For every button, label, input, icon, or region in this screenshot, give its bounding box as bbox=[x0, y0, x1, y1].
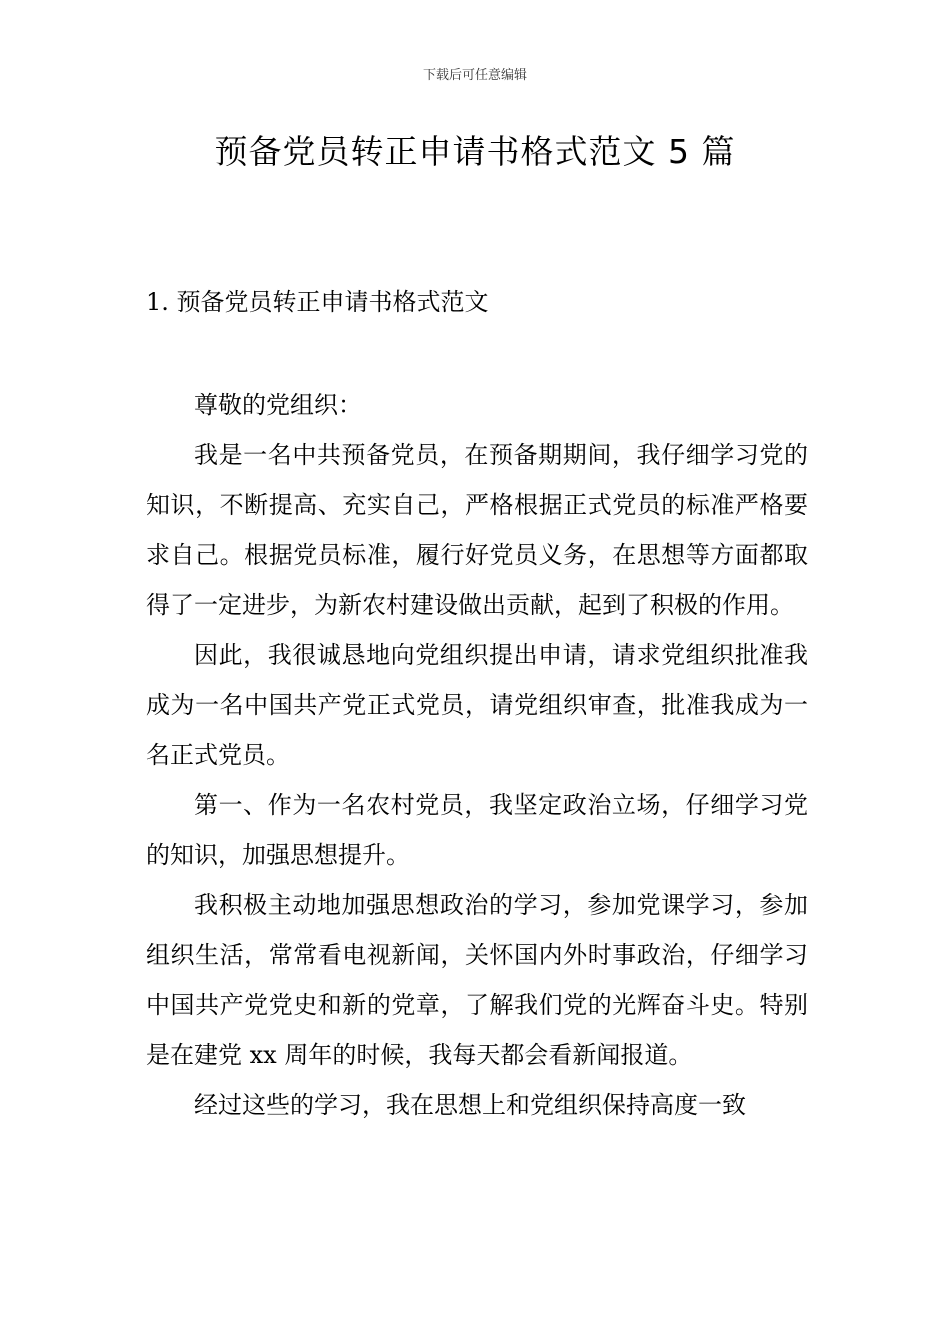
document-title: 预备党员转正申请书格式范文 5 篇 bbox=[214, 132, 736, 171]
document-body bbox=[146, 380, 808, 1130]
body-paragraph: 我积极主动地加强思想政治的学习，参加党课学习，参加组织生活，常常看电视新闻，关怀国内外时事政治，仔细学习中国共产党党史和新的党章，了解我们党的光辉奋斗史。特别是在建党 xx 周年的时候，我每天都会看新闻报道。 bbox=[146, 891, 808, 1069]
salutation: 尊敬的党组织： bbox=[194, 391, 362, 419]
body-paragraph: 我是一名中共预备党员，在预备期期间，我仔细学习党的知识，不断提高、充实自己，严格根据正式党员的标准严格要求自己。根据党员标准，履行好党员义务，在思想等方面都取得了一定进步，为新农村建设做出贡献，起到了积极的作用。 bbox=[146, 441, 808, 619]
header-note: 下载后可任意编辑 bbox=[422, 68, 527, 83]
body-paragraph: 第一、作为一名农村党员，我坚定政治立场，仔细学习党的知识，加强思想提升。 bbox=[146, 791, 808, 869]
section-heading: 1. 预备党员转正申请书格式范文 bbox=[146, 288, 489, 316]
body-paragraph: 经过这些的学习，我在思想上和党组织保持高度一致 bbox=[194, 1091, 746, 1119]
body-paragraph: 因此，我很诚恳地向党组织提出申请，请求党组织批准我成为一名中国共产党正式党员，请党组织审查，批准我成为一名正式党员。 bbox=[146, 641, 808, 769]
